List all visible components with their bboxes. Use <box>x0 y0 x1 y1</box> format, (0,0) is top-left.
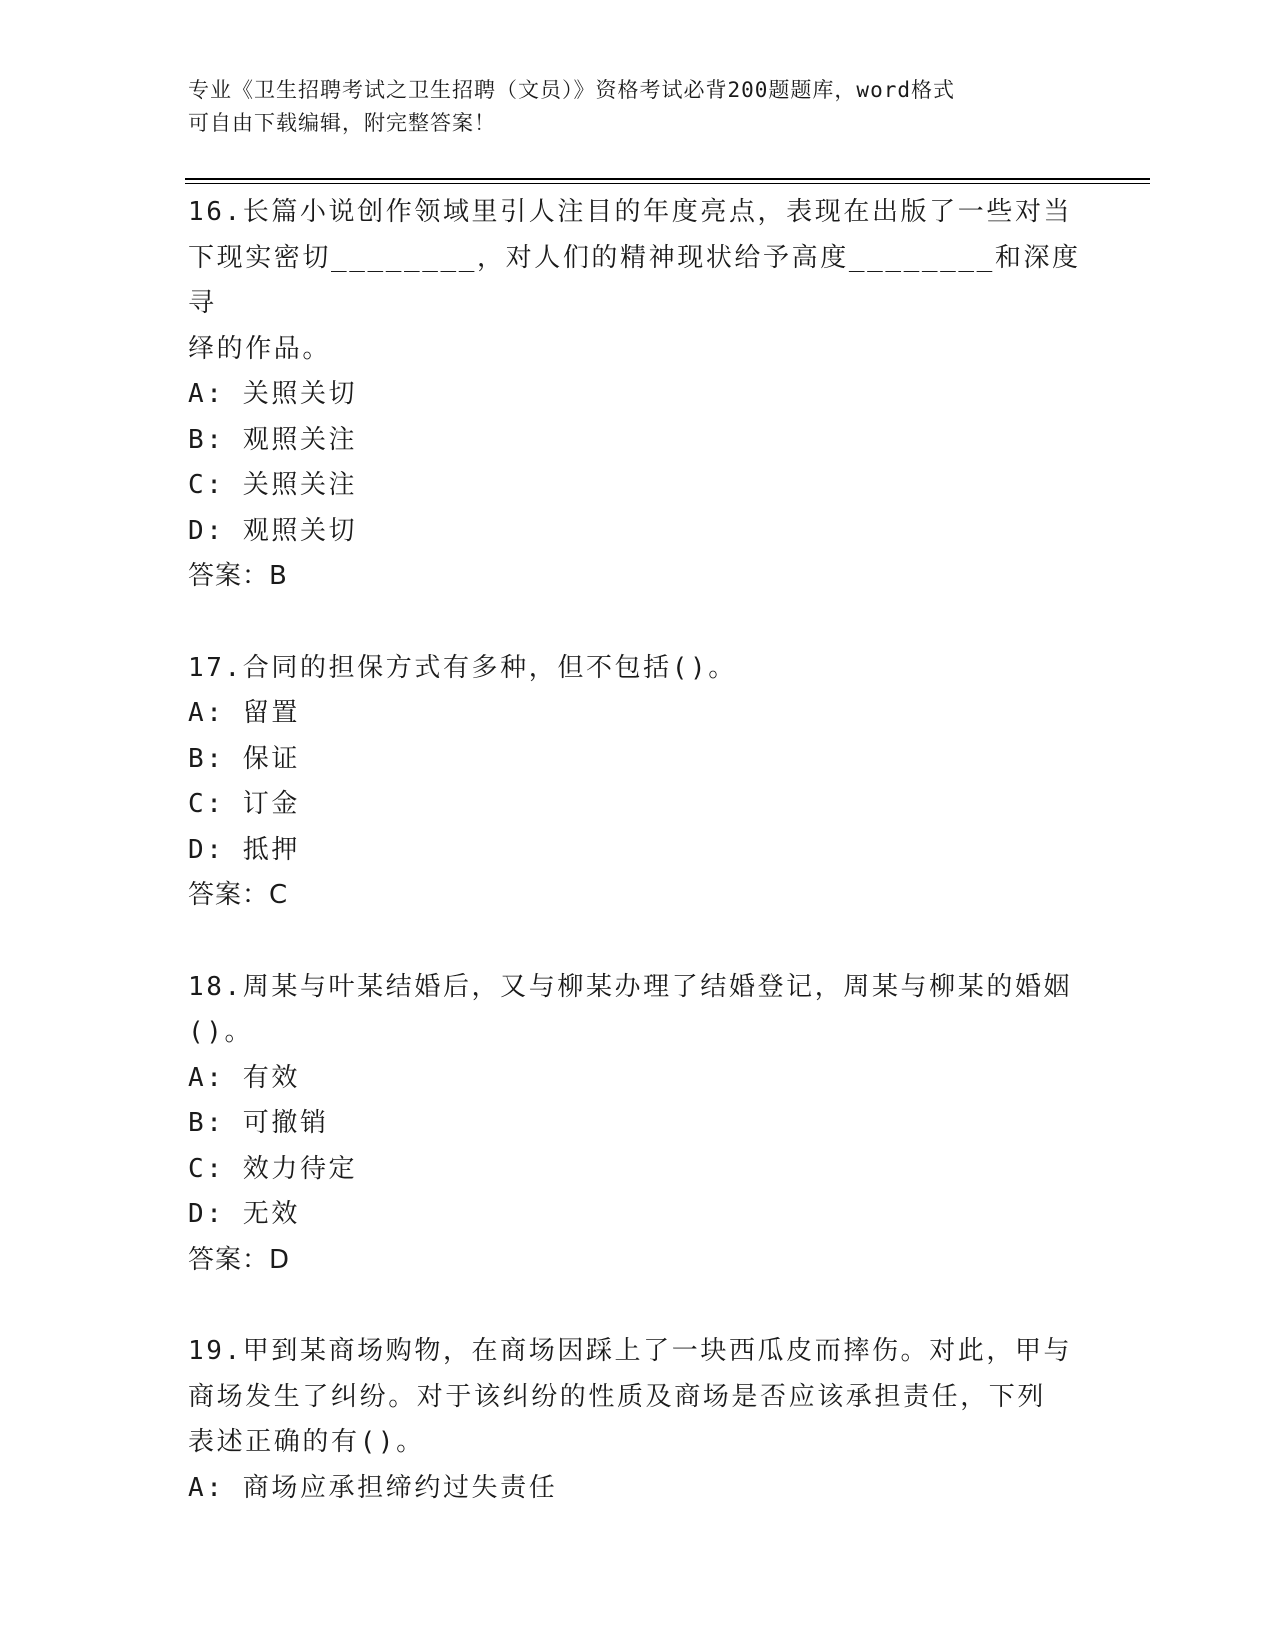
header-line-1: 专业《卫生招聘考试之卫生招聘（文员）》资格考试必背200题题库，word格式 <box>188 78 955 102</box>
option-a: A: 商场应承担缔约过失责任 <box>188 1472 558 1503</box>
question-16 <box>188 190 1088 600</box>
question-text-line: 19.甲到某商场购物，在商场因踩上了一块西瓜皮而摔伤。对此，甲与 <box>188 1336 1073 1366</box>
option-b: B: 保证 <box>188 743 300 774</box>
question-text-line: 17.合同的担保方式有多种，但不包括()。 <box>188 652 737 683</box>
option-c: C: 关照关注 <box>188 470 358 500</box>
option-c: C: 订金 <box>188 789 300 819</box>
question-text-line: 商场发生了纠纷。对于该纠纷的性质及商场是否应该承担责任，下列 <box>188 1381 1047 1412</box>
header-divider-thick <box>185 178 1150 180</box>
header-line-2: 可自由下载编辑，附完整答案！ <box>188 111 496 135</box>
option-d: D: 观照关切 <box>188 515 358 546</box>
document-header <box>188 74 1068 140</box>
question-text-line: 下现实密切________，对人们的精神现状给予高度________和深度寻 <box>188 242 1081 318</box>
question-19 <box>188 1329 1088 1511</box>
question-text-line: 绎的作品。 <box>188 333 332 364</box>
question-text-line: 18.周某与叶某结婚后，又与柳某办理了结婚登记，周某与柳某的婚姻 <box>188 971 1073 1002</box>
question-text-line: ()。 <box>188 1017 254 1047</box>
option-c: C: 效力待定 <box>188 1153 358 1184</box>
question-text-line: 表述正确的有()。 <box>188 1427 425 1457</box>
answer-label: 答案：B <box>188 561 288 591</box>
option-a: A: 有效 <box>188 1062 300 1093</box>
option-b: B: 观照关注 <box>188 424 358 455</box>
option-d: D: 抵押 <box>188 834 300 865</box>
question-17 <box>188 646 1088 919</box>
option-a: A: 关照关切 <box>188 379 358 409</box>
option-a: A: 留置 <box>188 698 300 728</box>
header-divider-thin <box>185 183 1150 184</box>
question-text-line: 16.长篇小说创作领域里引人注目的年度亮点，表现在出版了一些对当 <box>188 197 1073 227</box>
answer-label: 答案：D <box>188 1244 291 1275</box>
option-b: B: 可撤销 <box>188 1108 329 1138</box>
answer-label: 答案：C <box>188 880 289 910</box>
option-d: D: 无效 <box>188 1199 300 1229</box>
question-18 <box>188 965 1088 1284</box>
question-list <box>188 190 1088 1557</box>
